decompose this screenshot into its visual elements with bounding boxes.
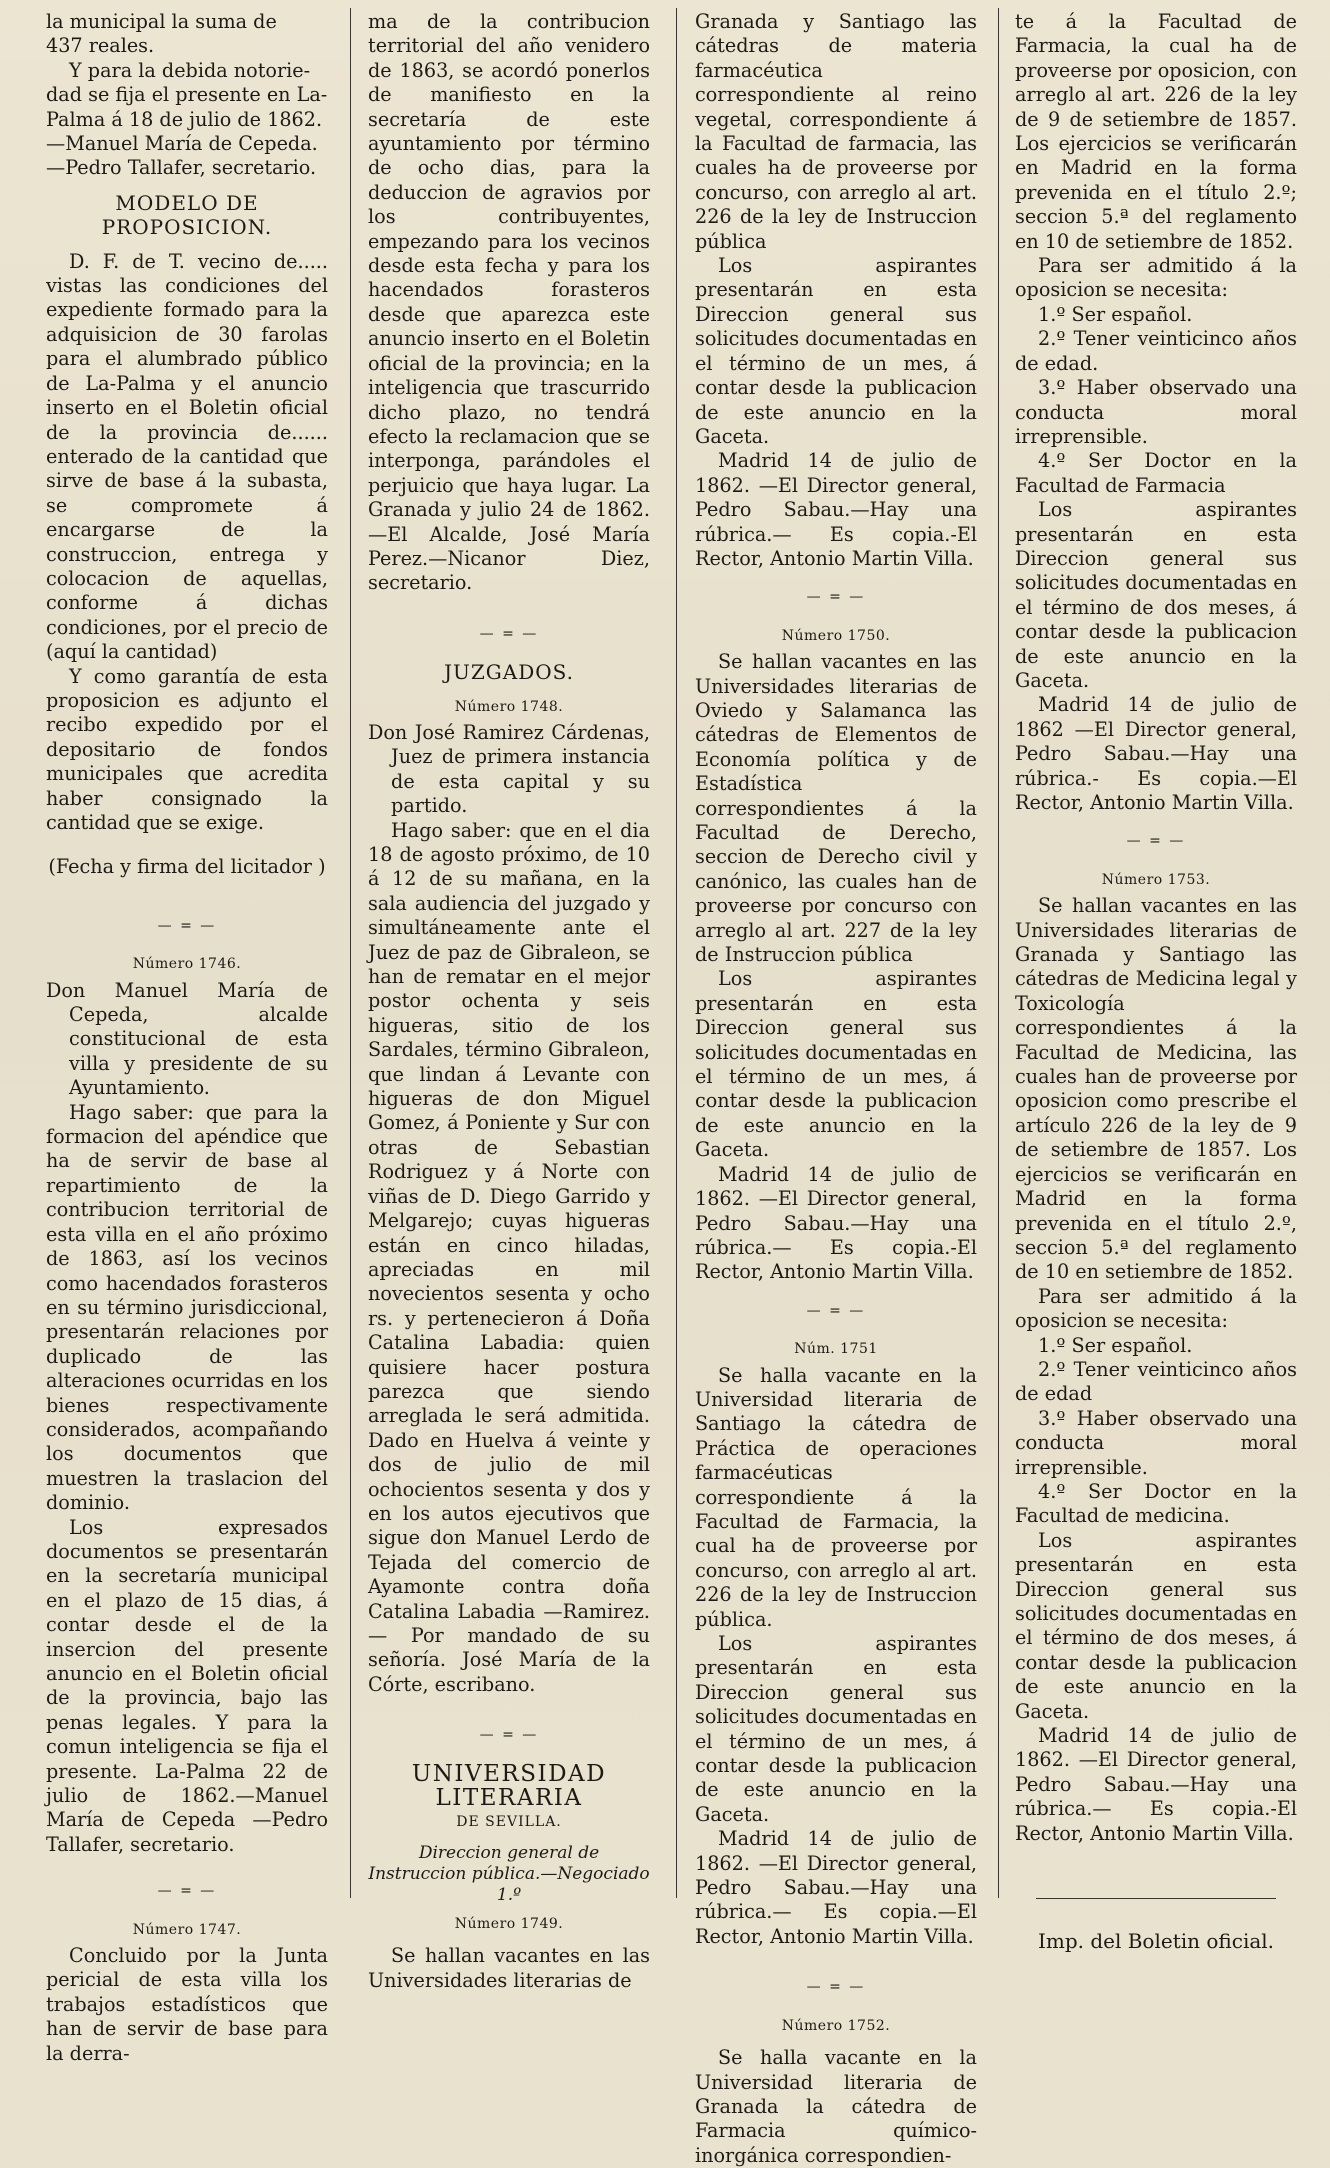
column-rule (998, 8, 999, 1898)
notice-number: Número 1747. (132, 1921, 242, 1938)
notice-number: Número 1752. (781, 2017, 891, 2034)
column-3 (695, 10, 977, 2168)
column-rule (350, 8, 351, 1898)
paragraph: Para ser admitido á la oposicion se necesita: (1015, 254, 1297, 302)
paragraph: Madrid 14 de julio de 1862. —El Director general, Pedro Sabau.—Hay una rúbrica.— Es copia.—El Rector, Antonio Martin Villa. (695, 1827, 977, 1948)
paragraph: Madrid 14 de julio de 1862. —El Director general, Pedro Sabau.—Hay una rúbrica.— Es copia.-El Rector, Antonio Martin Villa. (695, 449, 977, 570)
paragraph: 3.º Haber observado una conducta moral irreprensible. (1015, 1406, 1297, 1479)
section-heading: UNIVERSIDAD LITERARIA (411, 1760, 607, 1812)
paragraph: Los aspirantes presentarán en esta Direccion general sus solicitudes documentadas en el término de un mes, á contar desde la publicacion de este anuncio en la Gaceta. (695, 1632, 977, 1826)
paragraph: Se hallan vacantes en las Universidades literarias de Granada y Santiago las cátedras de Medicina legal y Toxicología correspondientes á la Facultad de Medicina, las cuales han de proveerse por oposicion como prescribe el artículo 226 de la ley de 9 de setiembre de 1857. Los ejercicios se verificarán en Madrid en la forma prevenida en el título 2.º, seccion 5.ª del reglamento de 10 en setiembre de 1852. (1015, 894, 1297, 1284)
column-2 (368, 10, 650, 1993)
separator: — = — (1126, 833, 1186, 850)
separator: — = — (157, 1883, 217, 1900)
paragraph: Hago saber: que para la formacion del apéndice que ha de servir de base al repartimiento de la contribucion territorial de esta villa en el año próximo de 1863, así los vecinos como hacendados forasteros en su término jurisdiccional, presentarán relaciones por duplicado de las alteraciones ocurridas en los bienes respectivamente considerados, acompañando los documentos que muestren la traslacion del dominio. (46, 1100, 328, 1515)
paragraph: D. F. de T. vecino de..... vistas las condiciones del expediente formado para la adquisicion de 30 farolas para el alumbrado público de La-Palma y el anuncio inserto en el Boletin oficial de la provincia de...... enterado de la cantidad que sirve de base á la subasta, se compromete á encargarse de la construccion, entrega y colocacion de aquellas, conforme á dichas condiciones, por el precio de (aquí la cantidad) (46, 249, 328, 664)
column-1 (46, 10, 328, 2066)
footer-rule (1036, 1898, 1276, 1899)
paragraph: 4.º Ser Doctor en la Facultad de Farmacia (1015, 449, 1297, 497)
separator: — = — (479, 1727, 539, 1744)
paragraph: Los aspirantes presentarán en esta Direccion general sus solicitudes documentadas en el término de dos meses, á contar desde la publicacion de este anuncio en la Gaceta. (1015, 1528, 1297, 1723)
paragraph: Se hallan vacantes en las Universidades literarias de Oviedo y Salamanca las cátedras de Elementos de Economía política y de Estadística correspondientes á la Facultad de Derecho, seccion de Derecho civil y canónico, las cuales han de proveerse por concurso con arreglo al art. 227 de la ley de Instruccion pública (695, 650, 977, 967)
paragraph: Los expresados documentos se presentarán en la secretaría municipal en el plazo de 15 dias, á contar desde el de la insercion del presente anuncio en el Boletin oficial de la provincia, bajo las penas legales. Y para la comun inteligencia se fija el presente. La-Palma 22 de julio de 1862.—Manuel María de Cepeda —Pedro Tallafer, secretario. (46, 1515, 328, 1856)
paragraph: —Manuel María de Cepeda. (46, 132, 318, 156)
column-rule (676, 8, 677, 1898)
paragraph: Concluido por la Junta pericial de esta villa los trabajos estadísticos que han de servir de base para la derra- (46, 1944, 328, 2065)
paragraph: Se hallan vacantes en las Universidades literarias de (368, 1944, 650, 1992)
paragraph: 1.º Ser español. (1038, 302, 1193, 326)
paragraph: Madrid 14 de julio de 1862 —El Director general, Pedro Sabau.—Hay una rúbrica.- Es copia.—El Rector, Antonio Martin Villa. (1015, 693, 1297, 814)
paragraph: Don José Ramirez Cárdenas, Juez de primera instancia de esta capital y su partido. (368, 720, 650, 818)
section-subheading: DE SEVILLA. (456, 1814, 562, 1831)
paragraph: Madrid 14 de julio de 1862. —El Director general, Pedro Sabau.—Hay una rúbrica.— Es copia.-El Rector, Antonio Martin Villa. (695, 1162, 977, 1284)
department-line: Direccion general de Instruccion pública.—Negociado 1.º (368, 1842, 650, 1905)
section-heading: MODELO DE PROPOSICION. (101, 190, 273, 240)
paragraph: Don Manuel María de Cepeda, alcalde constitucional de esta villa y presidente de su Ayuntamiento. (46, 978, 328, 1100)
paragraph: (Fecha y firma del licitador ) (48, 855, 326, 879)
printer-imprint: Imp. del Boletin oficial. (1037, 1929, 1275, 1954)
paragraph: te á la Facultad de Farmacia, la cual ha de proveerse por oposicion, con arreglo al art. 226 de la ley de 9 de setiembre de 1857. Los ejercicios se verificarán en Madrid en la forma prevenida en el título 2.º; seccion 5.ª del reglamento en 10 de setiembre de 1852. (1015, 10, 1297, 253)
notice-number: Número 1748. (454, 698, 564, 715)
separator: — = — (157, 917, 217, 934)
paragraph: 4.º Ser Doctor en la Facultad de medicina. (1015, 1479, 1297, 1528)
paragraph: Palma á 18 de julio de 1862. (46, 107, 323, 131)
paragraph: Y como garantía de esta proposicion es adjunto el recibo expedido por el depositario de fondos municipales que acredita haber consignado la cantidad que se exige. (46, 664, 328, 834)
paragraph: Los aspirantes presentarán en esta Direccion general sus solicitudes documentadas en el término de un mes, á contar desde la publicacion de este anuncio en la Gaceta. (695, 967, 977, 1162)
paragraph: Los aspirantes presentarán en esta Direccion general sus solicitudes documentadas en el término de dos meses, á contar desde la publicacion de este anuncio en la Gaceta. (1015, 498, 1297, 692)
paragraph: Los aspirantes presentarán en esta Direccion general sus solicitudes documentadas en el término de un mes, á contar desde la publicacion de este anuncio en la Gaceta. (695, 254, 977, 448)
paragraph: 2.º Tener veinticinco años de edad. (1015, 327, 1297, 375)
paragraph: 2.º Tener veinticinco años de edad (1015, 1357, 1297, 1406)
notice-number: Número 1749. (454, 1915, 564, 1932)
paragraph: la municipal la suma de (46, 10, 277, 33)
separator: — = — (806, 1979, 866, 1996)
paragraph: Se halla vacante en la Universidad literaria de Santiago la cátedra de Práctica de operaciones farmacéuticas correspondiente á la Facultad de Farmacia, la cual ha de proveerse por concurso, con arreglo al art. 226 de la ley de Instruccion pública. (695, 1363, 977, 1631)
column-4 (1015, 10, 1297, 1953)
separator: — = — (806, 1302, 866, 1319)
paragraph: Madrid 14 de julio de 1862. —El Director general, Pedro Sabau.—Hay una rúbrica.— Es copia.-El Rector, Antonio Martin Villa. (1015, 1724, 1297, 1845)
paragraph: —Pedro Tallafer, secretario. (46, 156, 317, 180)
notice-number: Número 1750. (781, 627, 891, 644)
notice-number: Número 1746. (132, 956, 242, 973)
section-heading: JUZGADOS. (444, 660, 574, 685)
paragraph: Hago saber: que en el dia 18 de agosto próximo, de 10 á 12 de su mañana, en la sala audiencia del juzgado y simultáneamente ante el Juez de paz de Gibraleon, se han de rematar en el mejor postor ochenta y seis higueras, sitio de los Sardales, término Gibraleon, que lindan á Levante con higueras de don Miguel Gomez, á Poniente y Sur con otras de Sebastian Rodriguez y á Norte con viñas de D. Diego Garrido y Melgarejo; cuyas higueras están en cinco hiladas, apreciadas en mil novecientos sesenta y ocho rs. y pertenecieron á Doña Catalina Labadia: quien quisiere hacer postura parezca que siendo arreglada le será admitida. Dado en Huelva á veinte y dos de julio de mil ochocientos sesenta y dos y en los autos ejecutivos que sigue don Manuel Lerdo de Tejada del comercio de Ayamonte contra doña Catalina Labadia —Ramirez.— Por mandado de su señoría. José María de la Córte, escribano. (368, 818, 650, 1696)
paragraph: dad se fija el presente en La- (46, 83, 328, 107)
separator: — = — (806, 589, 866, 606)
paragraph: Granada y Santiago las cátedras de materia farmacéutica correspondiente al reino vegetal, correspondiente á la Facultad de farmacia, las cuales ha de proveerse por concurso, con arreglo al art. 226 de la ley de Instruccion pública (695, 10, 977, 253)
notice-number: Número 1753. (1101, 871, 1211, 888)
paragraph: ma de la contribucion territorial del año venidero de 1863, se acordó ponerlos de manifiesto en la secretaría de este ayuntamiento por término de ocho dias, para la deduccion de agravios por los contribuyentes, empezando para los vecinos desde esta fecha y para los hacendados forasteros desde que aparezca este anuncio inserto en el Boletin oficial de la provincia; en la inteligencia que trascurrido dicho plazo, no tendrá efecto la reclamacion que se interponga, parándoles el perjuicio que haya lugar. La Granada y julio 24 de 1862.—El Alcalde, José María Perez.—Nicanor Diez, secretario. (368, 10, 650, 595)
paragraph: 1.º Ser español. (1038, 1333, 1193, 1357)
paragraph: 437 reales. (46, 34, 155, 58)
paragraph: Se halla vacante en la Universidad literaria de Granada la cátedra de Farmacia químico-inorgánica correspondien- (695, 2046, 977, 2167)
notice-number: Núm. 1751 (794, 1341, 878, 1358)
paragraph: Y para la debida notorie- (69, 58, 311, 82)
paragraph: 3.º Haber observado una conducta moral irreprensible. (1015, 376, 1297, 448)
separator: — = — (479, 625, 539, 642)
paragraph: Para ser admitido á la oposicion se necesita: (1015, 1284, 1297, 1333)
